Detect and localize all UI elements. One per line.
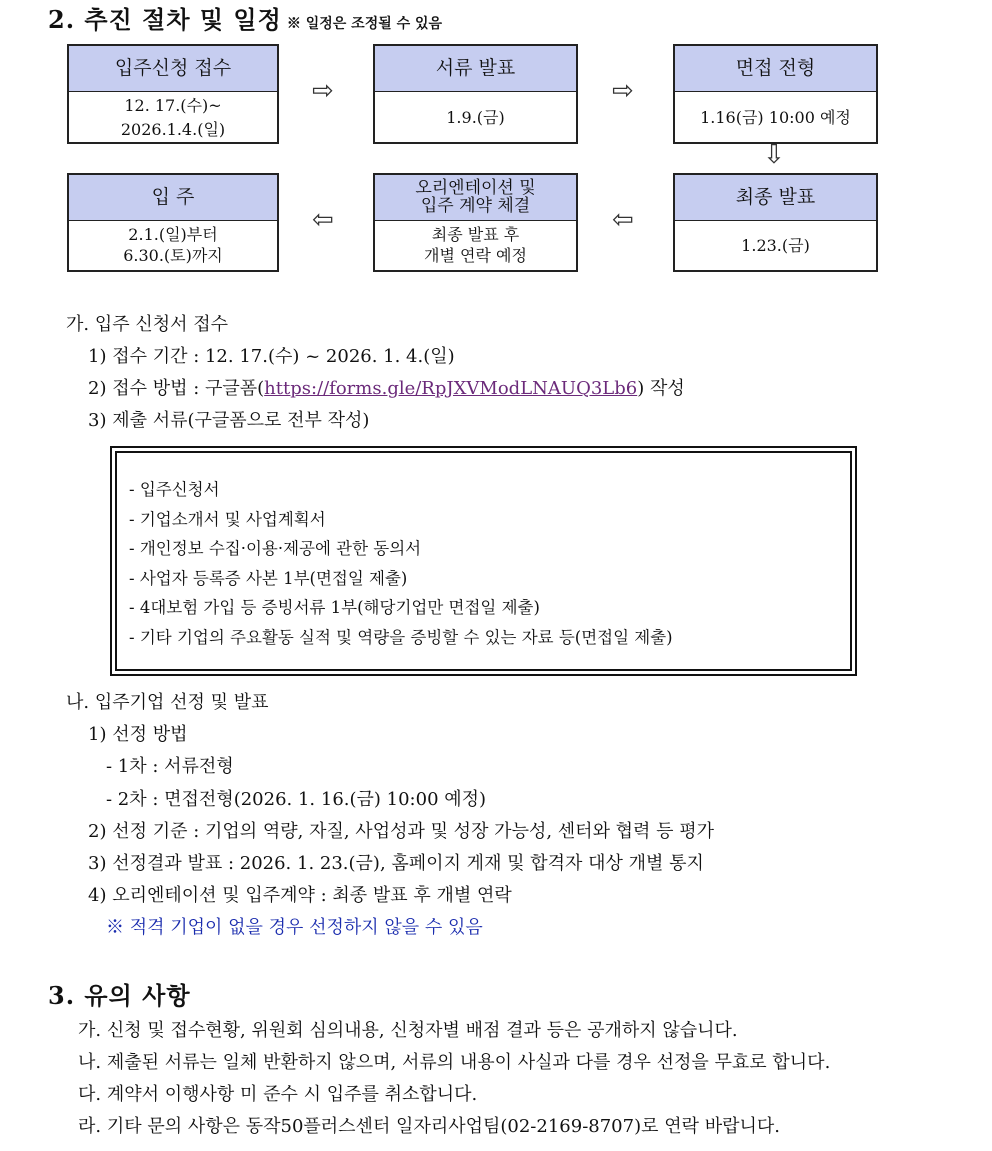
flow-step-head-line2: 입주 계약 체결 (420, 195, 531, 216)
flow-step-interview (673, 44, 878, 144)
flow-step-move-in (67, 173, 279, 272)
flow-step-final-result (673, 173, 878, 272)
ga-title: 가. 입주 신청서 접수 (66, 314, 228, 335)
document-item: - 사업자 등록증 사본 1부(면접일 제출) (129, 568, 408, 588)
flow-step-date-line2: 6.30.(토)까지 (123, 246, 223, 265)
section2-heading (48, 0, 442, 35)
flow-step-date: 1.9.(금) (446, 107, 505, 127)
section3-title: 3. 유의 사항 (48, 981, 191, 1010)
na-notice: ※ 적격 기업이 없을 경우 선정하지 않을 수 있음 (106, 917, 483, 938)
notice-item: 다. 계약서 이행사항 미 준수 시 입주를 취소합니다. (78, 1084, 478, 1105)
flow-step-detail-line2: 개별 연락 예정 (424, 246, 527, 265)
flow-step-detail-line1: 최종 발표 후 (431, 225, 520, 245)
flow-step-head: 입주신청 접수 (69, 46, 277, 92)
na-item-second-round: - 2차 : 면접전형(2026. 1. 16.(금) 10:00 예정) (106, 789, 487, 810)
na-item-method: 1) 선정 방법 (88, 724, 188, 745)
flow-step-head: 최종 발표 (675, 175, 876, 221)
google-form-link[interactable]: https://forms.gle/RpJXVModLNAUQ3Lb6 (264, 378, 638, 399)
arrow-left-icon: ⇦ (312, 205, 334, 235)
schedule-note: ※ 일정은 조정될 수 있음 (286, 16, 443, 32)
documents-box (110, 446, 857, 676)
flow-step-orientation (373, 173, 578, 272)
ga-item-period: 1) 접수 기간 : 12. 17.(수) ~ 2026. 1. 4.(일) (88, 346, 455, 367)
na-title: 나. 입주기업 선정 및 발표 (66, 692, 269, 713)
flow-step-date-line1: 2.1.(일)부터 (128, 225, 218, 245)
arrow-right-icon: ⇨ (312, 76, 334, 106)
flow-step-head: 면접 전형 (675, 46, 876, 92)
ga-item-documents: 3) 제출 서류(구글폼으로 전부 작성) (88, 410, 370, 431)
flow-step-head-line1: 오리엔테이션 및 (415, 177, 536, 198)
ga-item-method: 2) 접수 방법 : 구글폼(https://forms.gle/RpJXVModLNAUQ3Lb6) 작성 (88, 378, 685, 399)
na-item-first-round: - 1차 : 서류전형 (106, 756, 234, 777)
notice-item: 라. 기타 문의 사항은 동작50플러스센터 일자리사업팀(02-2169-8707)로 연락 바랍니다. (78, 1116, 780, 1137)
arrow-down-icon: ⇩ (763, 140, 785, 170)
document-item: - 4대보험 가입 등 증빙서류 1부(해당기업만 면접일 제출) (129, 598, 540, 617)
document-item: - 입주신청서 (129, 480, 220, 499)
flow-step-head: 서류 발표 (375, 46, 576, 92)
flow-step-head: 입 주 (69, 175, 277, 221)
document-item: - 기타 기업의 주요활동 실적 및 역량을 증빙할 수 있는 자료 등(면접일 제출) (129, 627, 673, 647)
section2-title: 2. 추진 절차 및 일정 (48, 5, 282, 34)
arrow-left-icon: ⇦ (612, 205, 634, 235)
flow-step-date-line2: 2026.1.4.(일) (120, 119, 226, 139)
na-item-criteria: 2) 선정 기준 : 기업의 역량, 자질, 사업성과 및 성장 가능성, 센터와 협력 등 평가 (88, 821, 715, 842)
flow-step-date-line1: 12. 17.(수)~ (124, 96, 222, 116)
na-item-orientation: 4) 오리엔테이션 및 입주계약 : 최종 발표 후 개별 연락 (88, 885, 512, 906)
document-item: - 기업소개서 및 사업계획서 (129, 509, 326, 529)
flow-step-date: 1.16(금) 10:00 예정 (700, 107, 851, 127)
document-item: - 개인정보 수집·이용·제공에 관한 동의서 (129, 539, 422, 558)
flow-step-document-result (373, 44, 578, 144)
flow-step-application (67, 44, 279, 144)
arrow-right-icon: ⇨ (612, 76, 634, 106)
na-item-announcement: 3) 선정결과 발표 : 2026. 1. 23.(금), 홈페이지 게재 및 합격자 대상 개별 통지 (88, 853, 704, 874)
notice-item: 나. 제출된 서류는 일체 반환하지 않으며, 서류의 내용이 사실과 다를 경우 선정을 무효로 합니다. (78, 1052, 831, 1073)
notice-item: 가. 신청 및 접수현황, 위원회 심의내용, 신청자별 배점 결과 등은 공개하지 않습니다. (78, 1020, 738, 1041)
flow-step-date: 1.23.(금) (741, 236, 810, 256)
